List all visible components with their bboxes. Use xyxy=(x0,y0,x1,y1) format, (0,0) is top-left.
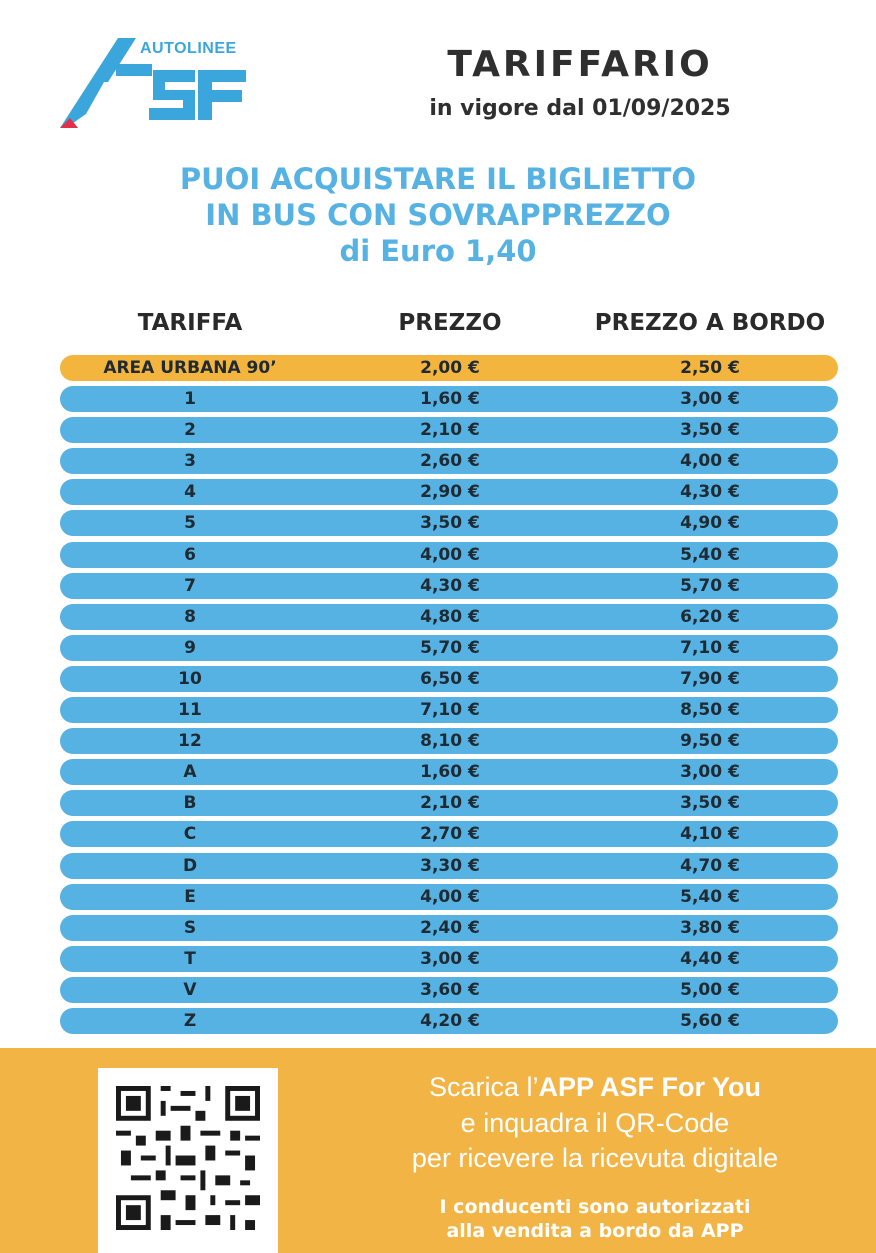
cell-tariffa: 7 xyxy=(184,575,196,596)
cell-prezzo: 4,80 € xyxy=(420,606,480,627)
table-row xyxy=(60,604,838,630)
cell-tariffa: 2 xyxy=(184,420,196,441)
cell-prezzo-bordo: 5,70 € xyxy=(680,575,740,596)
cell-prezzo: 8,10 € xyxy=(420,731,480,752)
promo-line-2: IN BUS CON SOVRAPPREZZO xyxy=(205,198,671,232)
table-row xyxy=(60,386,838,412)
cell-prezzo: 2,60 € xyxy=(420,451,480,472)
cell-prezzo: 3,00 € xyxy=(420,948,480,969)
footer-bold-line-2: alla vendita a bordo da APP xyxy=(446,1220,744,1242)
footer-line-2: e inquadra il QR-Code xyxy=(460,1108,730,1138)
table-row xyxy=(60,448,838,474)
cell-tariffa: 10 xyxy=(178,668,202,689)
cell-tariffa: B xyxy=(183,793,197,814)
cell-tariffa: V xyxy=(183,979,197,1000)
cell-prezzo: 4,00 € xyxy=(420,886,480,907)
footer-line-3: per ricevere la ricevuta digitale xyxy=(411,1143,779,1173)
cell-prezzo: 2,10 € xyxy=(420,420,480,441)
cell-tariffa: 9 xyxy=(184,637,196,658)
cell-prezzo: 3,60 € xyxy=(420,979,480,1000)
cell-tariffa: Z xyxy=(183,1010,197,1031)
table-row xyxy=(60,977,838,1003)
cell-tariffa: S xyxy=(183,917,197,938)
cell-prezzo-bordo: 3,80 € xyxy=(680,917,740,938)
qr-code-icon xyxy=(116,1086,260,1230)
cell-tariffa: AREA URBANA 90’ xyxy=(103,358,277,378)
cell-tariffa: 3 xyxy=(184,451,196,472)
cell-prezzo-bordo: 4,30 € xyxy=(680,482,740,503)
table-row xyxy=(60,728,838,754)
cell-prezzo: 7,10 € xyxy=(420,700,480,721)
cell-prezzo-bordo: 2,50 € xyxy=(680,358,740,378)
cell-tariffa: 8 xyxy=(184,606,196,627)
cell-prezzo-bordo: 4,70 € xyxy=(680,855,740,876)
cell-prezzo: 2,10 € xyxy=(420,793,480,814)
app-name: APP ASF For You xyxy=(538,1072,762,1102)
cell-prezzo: 2,90 € xyxy=(420,482,480,503)
cell-prezzo-bordo: 4,90 € xyxy=(680,513,740,534)
table-row xyxy=(60,853,838,879)
table-row xyxy=(60,635,838,661)
table-row xyxy=(60,759,838,785)
cell-prezzo-bordo: 9,50 € xyxy=(680,731,740,752)
cell-prezzo: 3,50 € xyxy=(420,513,480,534)
cell-tariffa: 4 xyxy=(184,482,196,503)
fare-table xyxy=(60,355,838,1039)
promo-line-3: di Euro 1,40 xyxy=(339,234,537,268)
cell-prezzo: 2,70 € xyxy=(420,824,480,845)
cell-prezzo: 2,40 € xyxy=(420,917,480,938)
cell-prezzo: 1,60 € xyxy=(420,762,480,783)
cell-prezzo-bordo: 6,20 € xyxy=(680,606,740,627)
header-prezzo: PREZZO xyxy=(398,310,502,336)
table-row xyxy=(60,355,838,381)
table-row xyxy=(60,697,838,723)
cell-tariffa: D xyxy=(182,855,198,876)
table-row xyxy=(60,542,838,568)
footer-line-1-pre: Scarica l’ xyxy=(428,1072,539,1102)
cell-prezzo: 4,00 € xyxy=(420,544,480,565)
qr-code-card[interactable] xyxy=(98,1068,278,1253)
cell-prezzo-bordo: 4,10 € xyxy=(680,824,740,845)
cell-tariffa: E xyxy=(184,886,196,907)
cell-prezzo-bordo: 3,00 € xyxy=(680,389,740,410)
cell-tariffa: 1 xyxy=(184,389,196,410)
table-row xyxy=(60,915,838,941)
cell-tariffa: T xyxy=(184,948,196,969)
cell-tariffa: A xyxy=(183,762,197,783)
cell-prezzo: 5,70 € xyxy=(420,637,480,658)
table-row xyxy=(60,821,838,847)
table-row xyxy=(60,510,838,536)
cell-prezzo-bordo: 5,60 € xyxy=(680,1010,740,1031)
table-row xyxy=(60,573,838,599)
cell-prezzo: 3,30 € xyxy=(420,855,480,876)
footer-bold-line-1: I conducenti sono autorizzati xyxy=(439,1196,751,1218)
cell-prezzo-bordo: 4,00 € xyxy=(680,451,740,472)
table-row xyxy=(60,1008,838,1034)
table-row xyxy=(60,946,838,972)
cell-prezzo-bordo: 3,50 € xyxy=(680,793,740,814)
table-row xyxy=(60,417,838,443)
cell-tariffa: C xyxy=(183,824,197,845)
promo-line-1: PUOI ACQUISTARE IL BIGLIETTO xyxy=(179,162,697,196)
table-row xyxy=(60,666,838,692)
cell-prezzo: 1,60 € xyxy=(420,389,480,410)
page-subtitle: in vigore dal 01/09/2025 xyxy=(429,96,731,121)
cell-tariffa: 5 xyxy=(184,513,196,534)
table-row xyxy=(60,790,838,816)
cell-prezzo-bordo: 5,40 € xyxy=(680,544,740,565)
table-row xyxy=(60,479,838,505)
header-prezzo-a-bordo: PREZZO A BORDO xyxy=(594,310,826,336)
header-tariffa: TARIFFA xyxy=(137,310,243,336)
cell-prezzo-bordo: 4,40 € xyxy=(680,948,740,969)
cell-prezzo-bordo: 8,50 € xyxy=(680,700,740,721)
cell-tariffa: 11 xyxy=(178,700,202,721)
cell-prezzo-bordo: 5,40 € xyxy=(680,886,740,907)
cell-prezzo: 6,50 € xyxy=(420,668,480,689)
cell-prezzo-bordo: 3,50 € xyxy=(680,420,740,441)
cell-prezzo: 4,20 € xyxy=(420,1010,480,1031)
cell-prezzo-bordo: 5,00 € xyxy=(680,979,740,1000)
table-row xyxy=(60,884,838,910)
footer-line-1 xyxy=(330,1072,860,1103)
cell-prezzo-bordo: 3,00 € xyxy=(680,762,740,783)
cell-prezzo-bordo: 7,90 € xyxy=(680,668,740,689)
cell-prezzo: 2,00 € xyxy=(420,358,480,378)
cell-tariffa: 12 xyxy=(178,731,202,752)
cell-tariffa: 6 xyxy=(184,544,196,565)
cell-prezzo-bordo: 7,10 € xyxy=(680,637,740,658)
logo-autolinee-text: AUTOLINEE xyxy=(140,40,237,57)
cell-prezzo: 4,30 € xyxy=(420,575,480,596)
page-title: TARIFFARIO xyxy=(447,44,713,85)
